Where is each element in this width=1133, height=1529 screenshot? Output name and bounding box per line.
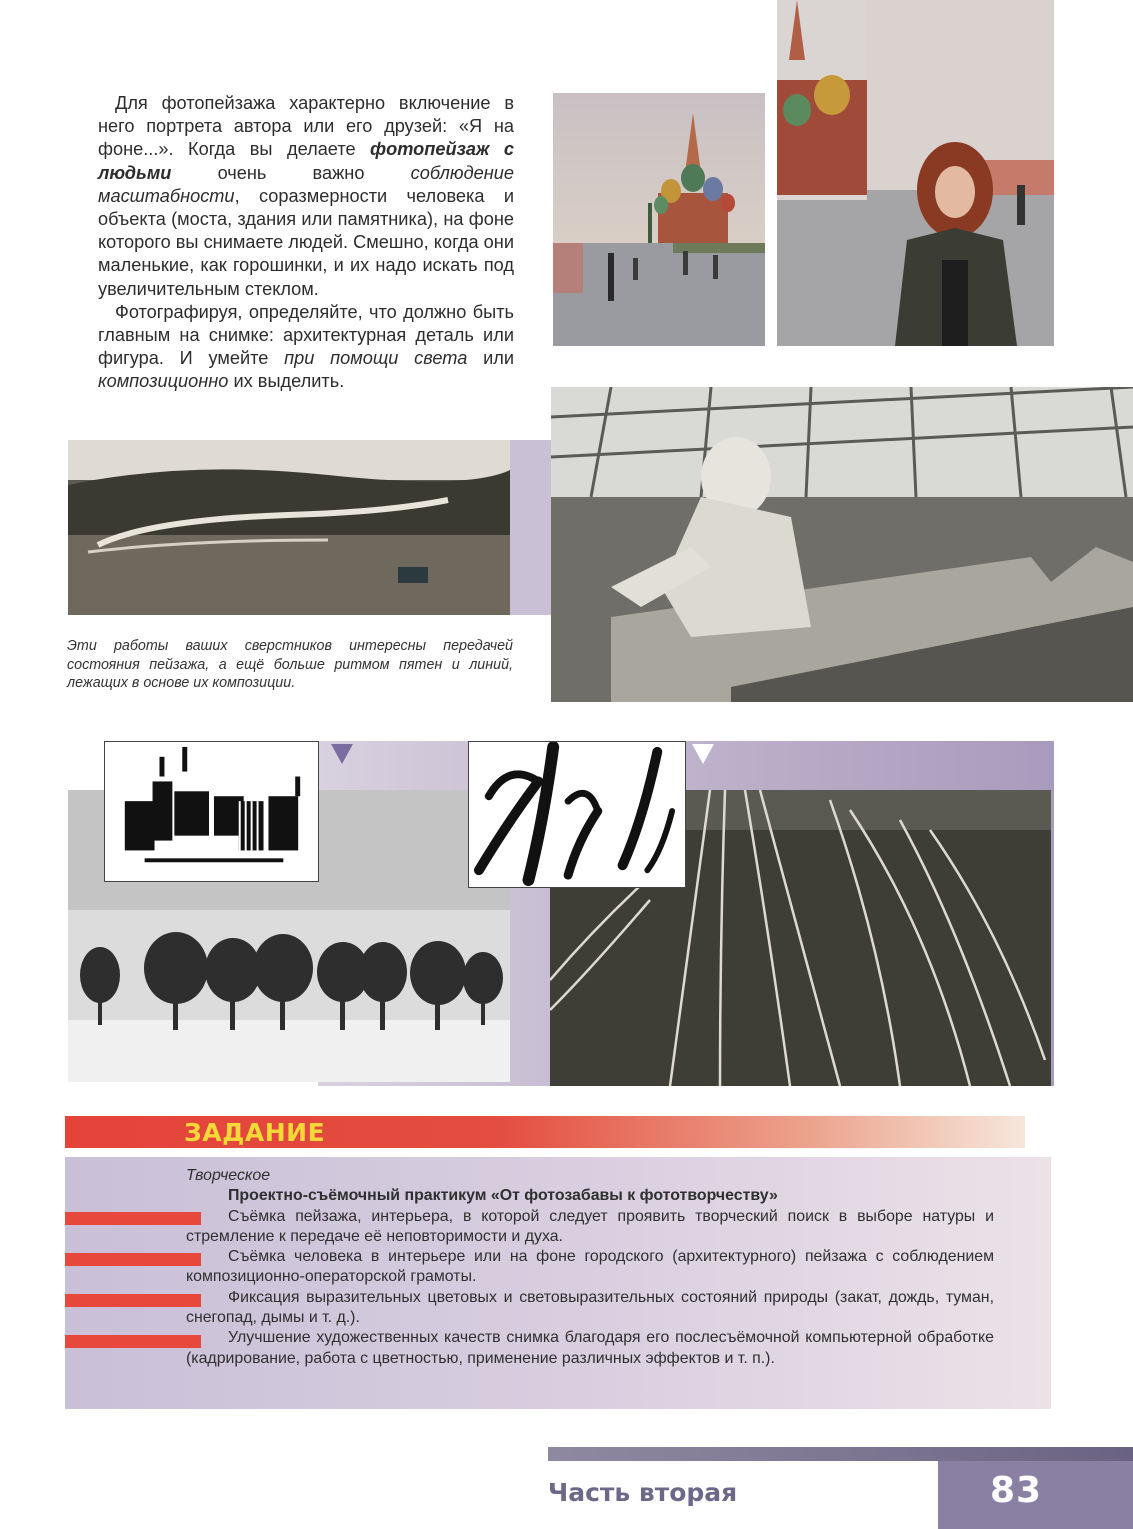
photo-caption: Эти работы ваших сверстников интересны передачей состояния пейзажа, а ещё больше ритмом пятен и линий, лежащих в основе их композиции. bbox=[67, 638, 513, 692]
red-square-photo bbox=[553, 93, 765, 346]
intro-text bbox=[98, 92, 514, 394]
bullet-bar bbox=[65, 1212, 201, 1225]
task-item: Съёмка пейзажа, интерьера, в которой следует проявить творческий поиск в выборе натуры и стремление к передаче её неповторимости и духа. bbox=[186, 1207, 994, 1245]
task-heading: Проектно-съёмочный практикум «От фотозабавы к фототворчеству» bbox=[228, 1187, 778, 1205]
strokes-sketch bbox=[468, 741, 686, 888]
bullet-bar bbox=[65, 1253, 201, 1266]
page-number: 83 bbox=[990, 1470, 1043, 1511]
intro-paragraph-2: Фотографируя, определяйте, что должно быть главным на снимке: архитектурная деталь или фигура. И умейте при помощи света или композиционно их выделить. bbox=[98, 301, 514, 392]
task-kind: Творческое bbox=[186, 1167, 271, 1184]
footer-line bbox=[548, 1447, 1133, 1461]
boat-lake-photo bbox=[68, 440, 510, 615]
david-statue-photo bbox=[551, 387, 1133, 702]
intro-paragraph-1: Для фотопейзажа характерно включение в него портрета автора или его друзей: «Я на фоне...». Когда вы делаете фотопейзаж с людьми очень важно соблюдение масштабности, соразмерности человека и объекта (моста, здания или памятника), на фоне которого вы снимаете людей. Смешно, когда они маленькие, как горошинки, и их надо искать под увеличительным стеклом. bbox=[98, 93, 514, 299]
triangle-marker-icon bbox=[331, 744, 353, 764]
bullet-bar bbox=[65, 1335, 201, 1348]
task-item: Фиксация выразительных цветовых и световыразительных состояний природы (закат, дождь, туман, снегопад, дымы и т. д.). bbox=[186, 1288, 994, 1327]
bullet-bar bbox=[65, 1294, 201, 1307]
portrait-photo bbox=[777, 0, 1054, 346]
task-text bbox=[186, 1166, 994, 1369]
triangle-marker-icon-2 bbox=[692, 744, 714, 764]
trees-sketch bbox=[104, 741, 319, 882]
task-item: Съёмка человека в интерьере или на фоне городского (архитектурного) пейзажа с соблюдением композиционно-операторской грамоты. bbox=[186, 1248, 994, 1286]
task-title: ЗАДАНИЕ bbox=[184, 1118, 326, 1147]
section-title: Часть вторая bbox=[548, 1478, 738, 1507]
task-item: Улучшение художественных качеств снимка благодаря его послесъёмочной компьютерной обработке (кадрирование, работа с цветностью, применение различных эффектов и т. п.). bbox=[186, 1329, 994, 1367]
